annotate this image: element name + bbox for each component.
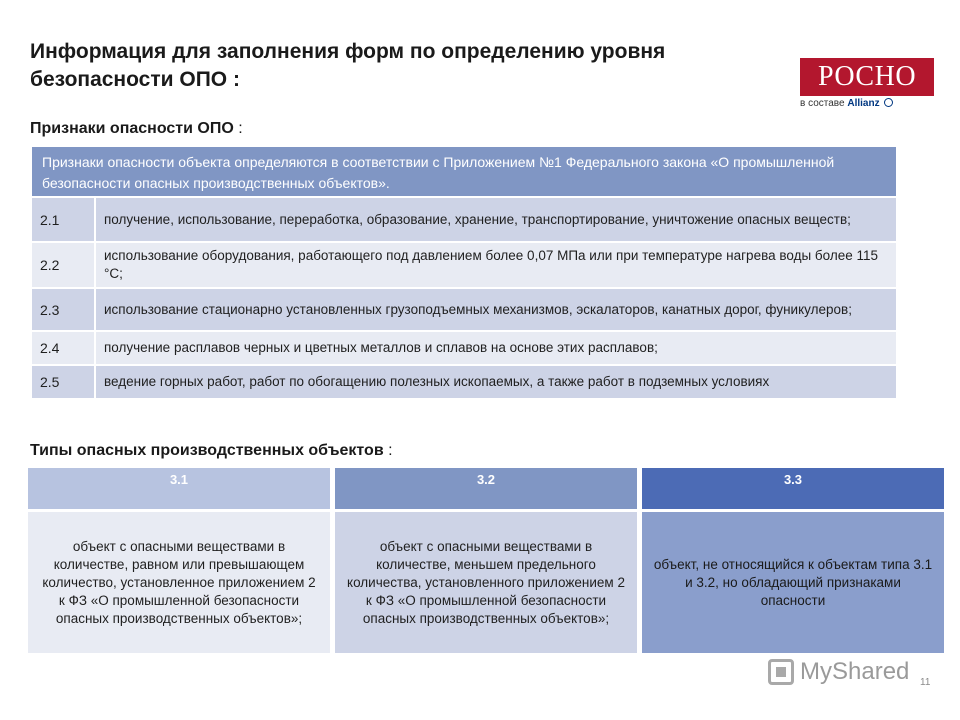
table-row xyxy=(32,332,896,364)
column-header: 3.1 xyxy=(28,468,330,509)
page-number: 11 xyxy=(920,677,931,688)
row-number: 2.4 xyxy=(32,332,94,364)
row-text: ведение горных работ, работ по обогащению полезных ископаемых, а также работ в подземных условиях xyxy=(96,366,896,398)
column-body: объект с опасными веществами в количестве, меньшем предельного количества, установленного приложением 2 к ФЗ «О промышленной безопасности опасных производственных объектов»; xyxy=(335,512,637,653)
table-row xyxy=(32,366,896,398)
row-number: 2.5 xyxy=(32,366,94,398)
row-text: использование стационарно установленных грузоподъемных механизмов, эскалаторов, канатных дорог, фуникулеров; xyxy=(96,289,896,330)
row-number: 2.3 xyxy=(32,289,94,330)
watermark-text: MyShared xyxy=(800,658,910,685)
presentation-icon xyxy=(768,659,794,685)
row-text: получение, использование, переработка, образование, хранение, транспортирование, уничтожение опасных веществ; xyxy=(96,198,896,241)
type-column xyxy=(28,468,330,653)
watermark xyxy=(768,658,909,686)
column-header: 3.3 xyxy=(642,468,944,509)
hazard-signs-table xyxy=(32,147,896,398)
column-body: объект с опасными веществами в количестве, равном или превышающем количество, установленное приложением 2 к ФЗ «О промышленной безопасности опасных производственных объектов»; xyxy=(28,512,330,653)
logo-subtitle xyxy=(800,98,934,109)
company-logo xyxy=(800,58,934,110)
logo-sub-brand: Allianz xyxy=(847,98,880,109)
section-heading-hazard-signs xyxy=(30,120,243,138)
section2-heading-text: Типы опасных производственных объектов xyxy=(30,442,384,459)
table-row xyxy=(32,289,896,330)
section1-heading-text: Признаки опасности ОПО xyxy=(30,120,234,137)
section-heading-object-types xyxy=(30,442,393,460)
table-row xyxy=(32,198,896,241)
logo-sub-prefix: в составе xyxy=(800,98,845,109)
column-header: 3.2 xyxy=(335,468,637,509)
row-text: использование оборудования, работающего под давлением более 0,07 МПа или при температуре нагрева воды более 115 °С; xyxy=(96,243,896,287)
row-text: получение расплавов черных и цветных металлов и сплавов на основе этих расплавов; xyxy=(96,332,896,364)
row-number: 2.1 xyxy=(32,198,94,241)
logo-brand: РОСНО xyxy=(800,58,934,96)
section1-heading-colon: : xyxy=(238,120,243,137)
type-column xyxy=(335,468,637,653)
table-header: Признаки опасности объекта определяются в соответствии с Приложением №1 Федерального закона «О промышленной безопасности опасных производственных объектов». xyxy=(32,147,896,196)
section2-heading-colon: : xyxy=(388,442,393,459)
row-number: 2.2 xyxy=(32,243,94,287)
page-title: Информация для заполнения форм по определению уровня безопасности ОПО : xyxy=(30,40,666,91)
column-body: объект, не относящийся к объектам типа 3.1 и 3.2, но обладающий признаками опасности xyxy=(642,512,944,653)
allianz-icon xyxy=(884,98,893,107)
object-types-table xyxy=(28,468,944,653)
table-row xyxy=(32,243,896,287)
type-column xyxy=(642,468,944,653)
